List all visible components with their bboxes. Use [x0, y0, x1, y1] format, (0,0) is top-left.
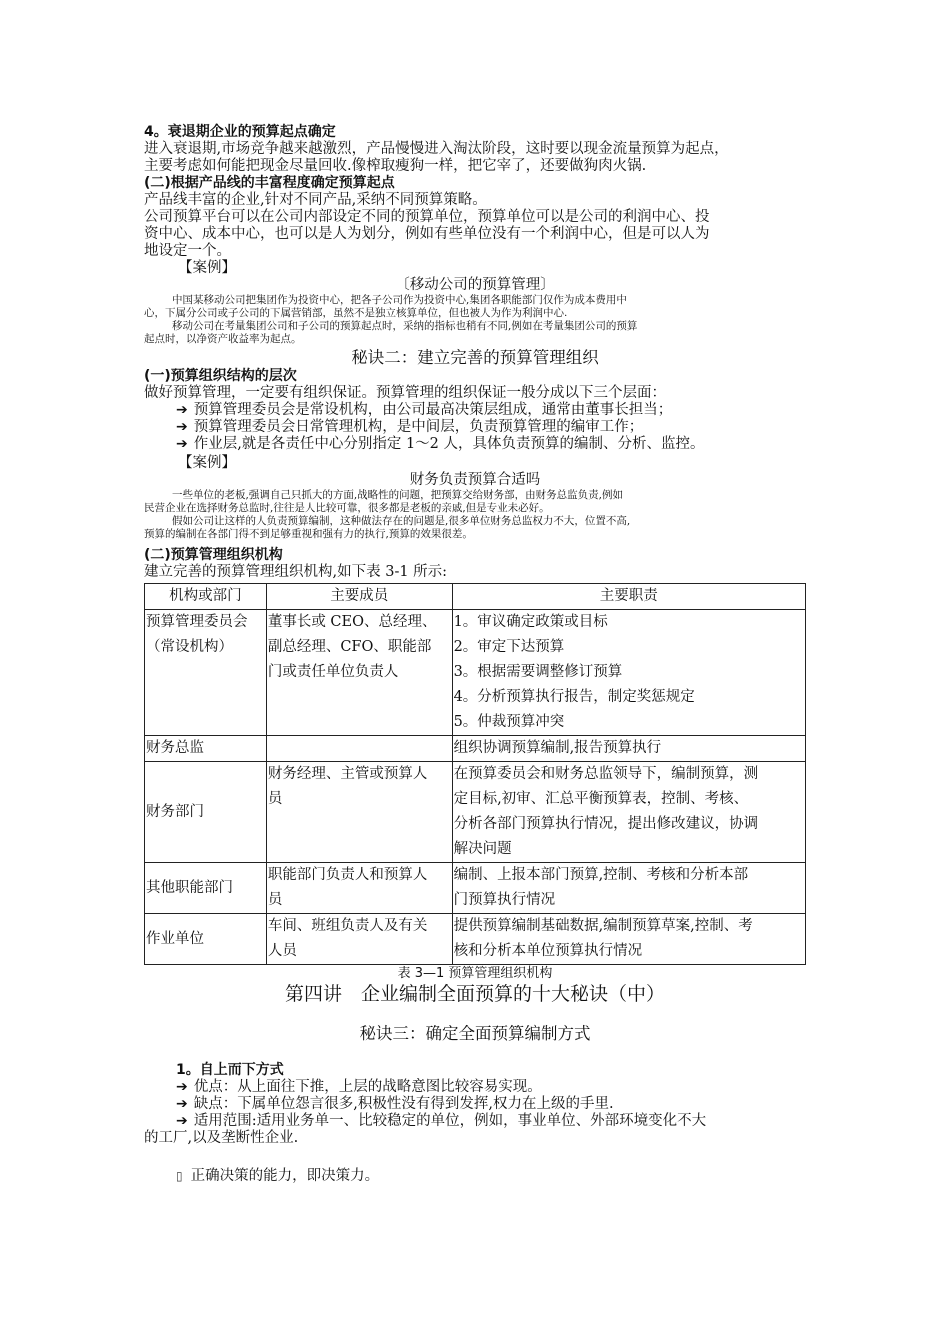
table-caption: 表 3—1 预算管理组织机构: [397, 966, 553, 981]
bullet-item: ➔ 预算管理委员会日常管理机构，是中间层，负责预算管理的编审工作；: [176, 419, 644, 435]
bullet-item: ➔ 作业层,就是各责任中心分别指定 1～2 人，具体负责预算的编制、分析、监控。: [176, 436, 705, 452]
bullet-item: ➔ 优点：从上面往下推，上层的战略意图比较容易实现。: [176, 1079, 542, 1095]
table-cell: 财务经理、主管或预算人 员: [266, 762, 452, 863]
table-cell: 1。审议确定政策或目标 2。审定下达预算 3。根据需要调整修订预算 4。分析预算执行报告，制定奖惩规定 5。仲裁预算冲突: [452, 610, 805, 736]
arrow-icon: ➔: [176, 1079, 188, 1095]
table-cell: [266, 736, 452, 762]
arrow-icon: ➔: [176, 402, 188, 418]
paragraph-line: 进入衰退期,市场竞争越来越激烈，产品慢慢进入淘汰阶段，这时要以现金流量预算为起点，: [144, 141, 729, 157]
paragraph-line: 主要考虑如何能把现金尽量回收.像榨取瘦狗一样，把它宰了，还要做狗肉火锅.: [144, 158, 647, 174]
box-icon: ▯: [176, 1169, 183, 1183]
section-title: 秘诀二：建立完善的预算管理组织: [351, 348, 599, 367]
table-cell: 董事长或 CEO、总经理、 副总经理、CFO、职能部 门或责任单位负责人: [266, 610, 452, 736]
case-title: 〔移动公司的预算管理〕: [395, 277, 555, 293]
section-heading: (一)预算组织结构的层次: [144, 368, 297, 384]
case-title: 财务负责预算合适吗: [409, 472, 541, 488]
bullet-item: ➔ 缺点：下属单位怨言很多,积极性没有得到发挥,权力在上级的手里.: [176, 1096, 614, 1112]
table-cell: 编制、上报本部门预算,控制、考核和分析本部 门预算执行情况: [452, 863, 805, 914]
paragraph-line: 资中心、成本中心，也可以是人为划分，例如有些单位没有一个利润中心，但是可以人为: [144, 226, 710, 242]
table-row: [145, 736, 806, 762]
lecture-title: 第四讲 企业编制全面预算的十大秘诀（中）: [284, 983, 665, 1005]
case-text: 心，下属分公司或子公司的下属营销部，虽然不是独立核算单位，但也被人为作为利润中心.: [144, 307, 568, 319]
table-cell: 职能部门负责人和预算人 员: [266, 863, 452, 914]
paragraph-line: 公司预算平台可以在公司内部设定不同的预算单位，预算单位可以是公司的利润中心、投: [144, 209, 710, 225]
table-cell: 车间、班组负责人及有关 人员: [266, 914, 452, 965]
arrow-icon: ➔: [176, 419, 188, 435]
arrow-icon: ➔: [176, 436, 188, 452]
table-cell: 财务部门: [145, 762, 267, 863]
case-text: 假如公司让这样的人负责预算编制，这种做法存在的问题是,很多单位财务总监权力不大，位置不高,: [172, 515, 631, 527]
case-text: 预算的编制在各部门得不到足够重视和强有力的执行,预算的效果很差。: [144, 528, 473, 540]
table-row: [145, 914, 806, 965]
table-header: 主要职责: [452, 584, 805, 610]
section-heading: 1。自上而下方式: [176, 1062, 284, 1078]
paragraph-line: ▯ 正确决策的能力，即决策力。: [176, 1168, 380, 1184]
case-text: 民营企业在选择财务总监时,往往是人比较可靠，很多都是老板的亲戚,但是专业未必好。: [144, 502, 550, 514]
table-row: [145, 762, 806, 863]
table-cell: 预算管理委员会 （常设机构）: [145, 610, 267, 736]
paragraph-line: 的工厂,以及垄断性企业.: [144, 1130, 299, 1146]
bullet-item: ➔ 适用范围:适用业务单一、比较稳定的单位，例如，事业单位、外部环境变化不大: [176, 1113, 707, 1129]
table-row: [145, 863, 806, 914]
table-header: 主要成员: [266, 584, 452, 610]
section-heading: (二)预算管理组织机构: [144, 547, 283, 563]
paragraph-line: 产品线丰富的企业,针对不同产品,采纳不同预算策略。: [144, 192, 487, 208]
table-header: 机构或部门: [145, 584, 267, 610]
arrow-icon: ➔: [176, 1096, 188, 1112]
section-heading: (二)根据产品线的丰富程度确定预算起点: [144, 175, 395, 191]
case-text: 中国某移动公司把集团作为投资中心，把各子公司作为投资中心,集团各职能部门仅作为成本费用中: [172, 294, 627, 306]
table-cell: 提供预算编制基础数据,编制预算草案,控制、考 核和分析本单位预算执行情况: [452, 914, 805, 965]
case-label: 【案例】: [178, 260, 236, 276]
case-label: 【案例】: [178, 455, 236, 471]
paragraph-line: 地设定一个。: [144, 243, 231, 259]
table-cell: 作业单位: [145, 914, 267, 965]
case-text: 起点时，以净资产收益率为起点。: [144, 333, 302, 345]
table-row: [145, 610, 806, 736]
bullet-item: ➔ 预算管理委员会是常设机构，由公司最高决策层组成，通常由董事长担当；: [176, 402, 673, 418]
section-heading: 4。衰退期企业的预算起点确定: [144, 124, 336, 140]
case-text: 移动公司在考量集团公司和子公司的预算起点时，采纳的指标也稍有不同,例如在考量集团公司的预算: [172, 320, 638, 332]
case-text: 一些单位的老板,强调自己只抓大的方面,战略性的问题，把预算交给财务部，由财务总监负责,例如: [172, 489, 624, 501]
table-cell: 组织协调预算编制,报告预算执行: [452, 736, 805, 762]
table-cell: 财务总监: [145, 736, 267, 762]
table-cell: 在预算委员会和财务总监领导下，编制预算，测 定目标,初审、汇总平衡预算表，控制、考核、 分析各部门预算执行情况，提出修改建议，协调 解决问题: [452, 762, 805, 863]
paragraph-line: 建立完善的预算管理组织机构,如下表 3-1 所示:: [144, 564, 448, 580]
table-cell: 其他职能部门: [145, 863, 267, 914]
org-table: [144, 583, 806, 965]
table-header-row: [145, 584, 806, 610]
arrow-icon: ➔: [176, 1113, 188, 1129]
paragraph-line: 做好预算管理，一定要有组织保证。预算管理的组织保证一般分成以下三个层面：: [144, 385, 666, 401]
section-title: 秘诀三：确定全面预算编制方式: [359, 1024, 591, 1043]
